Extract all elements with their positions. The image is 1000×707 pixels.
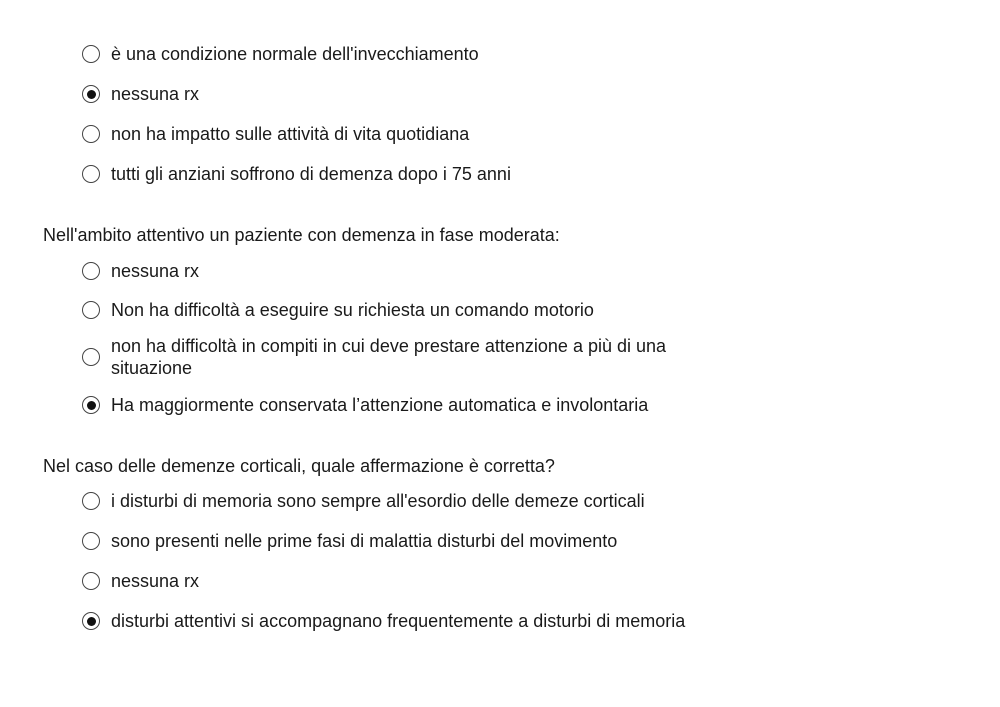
option-label: è una condizione normale dell'invecchiamento [111,44,479,64]
radio-button[interactable] [82,45,100,63]
radio-button[interactable] [82,492,100,510]
option-label: disturbi attentivi si accompagnano frequentemente a disturbi di memoria [111,611,686,631]
radio-button[interactable] [82,262,100,280]
q2-option-2[interactable] [82,299,762,321]
radio-button[interactable] [82,125,100,143]
q3-option-4[interactable] [82,610,762,632]
q2-option-4[interactable] [82,394,762,416]
q1-option-1[interactable] [82,43,762,65]
option-label: Non ha difficoltà a eseguire su richiesta un comando motorio [111,300,594,320]
option-label: Ha maggiormente conservata l’attenzione automatica e involontaria [111,395,649,415]
q1-option-3[interactable] [82,123,762,145]
option-label: nessuna rx [111,261,200,281]
q1-option-2[interactable] [82,83,762,105]
q1-option-4[interactable] [82,163,762,185]
q2-option-3[interactable] [82,335,762,379]
radio-button-selected[interactable] [82,396,100,414]
radio-button[interactable] [82,165,100,183]
q2-option-1[interactable] [82,260,762,282]
q3-option-1[interactable] [82,490,762,512]
option-label: i disturbi di memoria sono sempre all'esordio delle demeze corticali [111,491,645,511]
option-label: sono presenti nelle prime fasi di malattia disturbi del movimento [111,531,618,551]
radio-button[interactable] [82,348,100,366]
radio-button-selected[interactable] [82,85,100,103]
q3-option-3[interactable] [82,570,762,592]
question-text: Nel caso delle demenze corticali, quale affermazione è corretta? [43,456,555,476]
option-label: nessuna rx [111,571,200,591]
option-label: non ha difficoltà in compiti in cui deve prestare attenzione a più di una situazione [111,336,667,378]
radio-button-selected[interactable] [82,612,100,630]
radio-button[interactable] [82,532,100,550]
q3-option-2[interactable] [82,530,762,552]
option-label: nessuna rx [111,84,200,104]
option-label: non ha impatto sulle attività di vita quotidiana [111,124,470,144]
radio-button[interactable] [82,572,100,590]
radio-button[interactable] [82,301,100,319]
question-text: Nell'ambito attentivo un paziente con demenza in fase moderata: [43,225,560,245]
option-label: tutti gli anziani soffrono di demenza dopo i 75 anni [111,164,511,184]
